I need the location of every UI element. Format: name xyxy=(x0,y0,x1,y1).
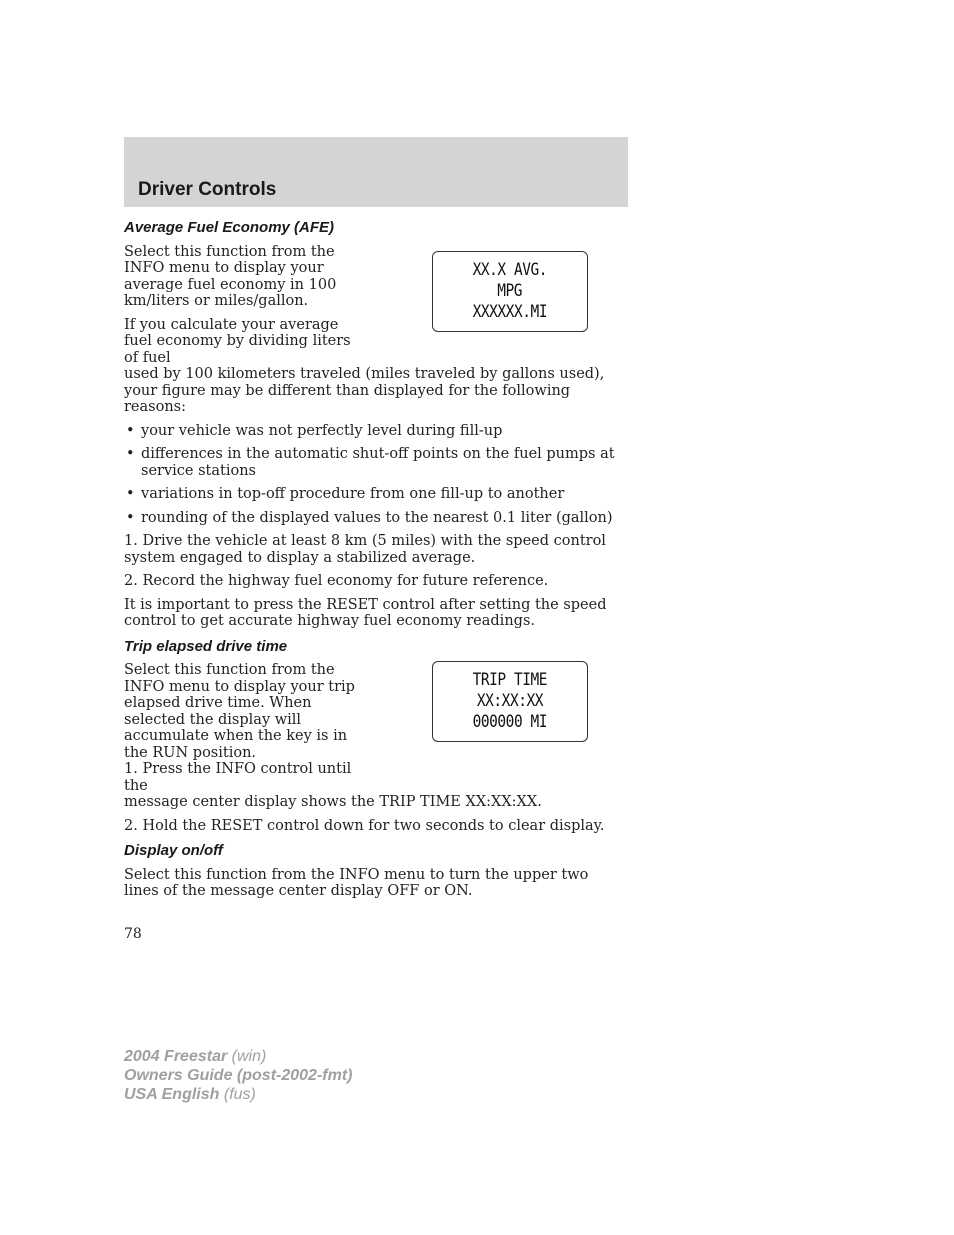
trip-display-line-1: TRIP TIME xyxy=(472,669,548,690)
trip-display-line-3: 000000 MI xyxy=(472,711,548,732)
trip-section xyxy=(124,639,620,835)
afe-reset-note: It is important to press the RESET control after setting the speed control to get accurate highway fuel economy readings. xyxy=(124,596,607,629)
afe-display-line-1: XX.X AVG. xyxy=(472,260,548,280)
afe-calc-paragraph-start: If you calculate your average fuel economy by dividing liters of fuel xyxy=(124,316,351,366)
list-item: • your vehicle was not perfectly level during fill-up xyxy=(124,423,620,440)
afe-step-1: 1. Drive the vehicle at least 8 km (5 miles) with the speed control system engaged to display a stabilized average. xyxy=(124,533,606,566)
section-header-band xyxy=(124,137,628,207)
trip-intro-paragraph: Select this function from the INFO menu to display your trip elapsed drive time. When selected the display will accumulate when the key is in the RUN position. xyxy=(124,662,355,761)
footer-language-code: (fus) xyxy=(219,1086,256,1103)
afe-section xyxy=(124,220,620,630)
trip-step-1-continued: message center display shows the TRIP TIME XX:XX:XX. xyxy=(124,794,542,810)
list-item: • rounding of the displayed values to the nearest 0.1 liter (gallon) xyxy=(124,510,620,527)
afe-step-2: 2. Record the highway fuel economy for future reference. xyxy=(124,573,549,589)
afe-reasons-list xyxy=(124,423,620,527)
document-footer xyxy=(124,1047,352,1104)
afe-heading: Average Fuel Economy (AFE) xyxy=(124,219,335,236)
trip-step-2: 2. Hold the RESET control down for two seconds to clear display. xyxy=(124,817,605,834)
page-content xyxy=(124,220,620,907)
display-onoff-paragraph: Select this function from the INFO menu to turn the upper two lines of the message center display OFF or ON. xyxy=(124,866,589,899)
footer-model-code: (win) xyxy=(227,1048,267,1065)
list-item: • differences in the automatic shut-off points on the fuel pumps at service stations xyxy=(124,446,620,479)
afe-calc-paragraph-continued: used by 100 kilometers traveled (miles traveled by gallons used), your figure may be different than displayed for the following reasons: xyxy=(124,366,605,415)
footer-model: 2004 Freestar xyxy=(124,1048,228,1065)
footer-language: USA English xyxy=(124,1086,220,1103)
display-onoff-heading: Display on/off xyxy=(124,842,223,859)
section-title: Driver Controls xyxy=(138,179,277,200)
footer-line-2 xyxy=(124,1066,352,1085)
trip-heading: Trip elapsed drive time xyxy=(124,637,288,655)
afe-display-line-2: MPG xyxy=(497,281,523,301)
list-item: • variations in top-off procedure from one fill-up to another xyxy=(124,486,620,503)
footer-line-1 xyxy=(124,1047,352,1066)
trip-display-line-2: XX:XX:XX xyxy=(476,690,544,711)
afe-intro-paragraph: Select this function from the INFO menu to display your average fuel economy in 100 km/liters or miles/gallon. xyxy=(124,243,337,309)
trip-display-illustration xyxy=(432,661,588,742)
display-onoff-section xyxy=(124,843,620,900)
footer-line-3 xyxy=(124,1085,352,1104)
afe-display-line-3: XXXXXX.MI xyxy=(472,302,548,322)
footer-guide-type: Owners Guide (post-2002-fmt) xyxy=(124,1067,353,1084)
page-number: 78 xyxy=(124,926,142,942)
trip-step-1-start: 1. Press the INFO control until the xyxy=(124,761,352,794)
afe-display-illustration xyxy=(432,251,588,332)
